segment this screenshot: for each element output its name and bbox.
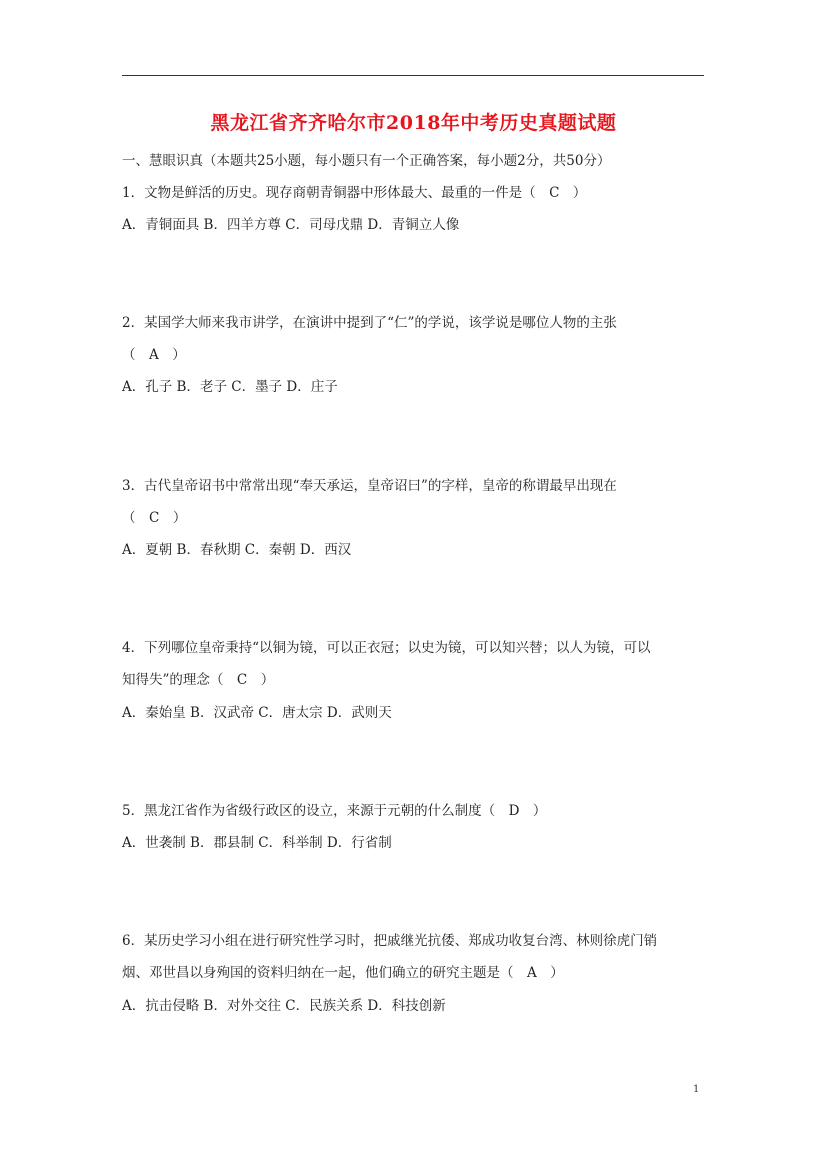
question-3-options: A．夏朝 B．春秋期 C．秦朝 D．西汉 — [122, 542, 352, 558]
question-1-stem: 1．文物是鲜活的历史。现存商朝青铜器中形体最大、最重的一件是（ C ） — [122, 185, 587, 201]
question-4-options: A．秦始皇 B．汉武帝 C．唐太宗 D．武则天 — [122, 705, 392, 721]
question-4-stem-continued: 知得失”的理念（ C ） — [122, 672, 275, 688]
question-2-stem: 2．某国学大师来我市讲学，在演讲中提到了“仁”的学说，该学说是哪位人物的主张 — [122, 315, 617, 331]
question-3-stem: 3．古代皇帝诏书中常常出现“奉天承运，皇帝诏曰”的字样，皇帝的称谓最早出现在 — [122, 478, 617, 494]
question-1-options: A．青铜面具 B．四羊方尊 C．司母戊鼎 D．青铜立人像 — [122, 217, 460, 233]
question-5-stem: 5．黑龙江省作为省级行政区的设立，来源于元朝的什么制度（ D ） — [122, 803, 547, 819]
question-2-stem-continued: （ A ） — [122, 347, 186, 363]
question-2-options: A．孔子 B．老子 C．墨子 D．庄子 — [122, 379, 338, 395]
question-3-stem-continued: （ C ） — [122, 510, 187, 526]
page-number: 1 — [693, 1084, 700, 1095]
question-4-stem: 4．下列哪位皇帝秉持“以铜为镜，可以正衣冠；以史为镜，可以知兴替；以人为镜，可以 — [122, 640, 651, 656]
question-6-options: A．抗击侵略 B．对外交往 C．民族关系 D．科技创新 — [122, 998, 446, 1014]
section-heading: 一、慧眼识真（本题共25小题，每小题只有一个正确答案，每小题2分，共50分） — [122, 153, 611, 169]
document-title: 黑龙江省齐齐哈尔市2018年中考历史真题试题 — [210, 112, 617, 134]
question-5-options: A．世袭制 B．郡县制 C．科举制 D．行省制 — [122, 835, 392, 851]
header-rule — [122, 75, 704, 76]
question-6-stem: 6．某历史学习小组在进行研究性学习时，把戚继光抗倭、郑成功收复台湾、林则徐虎门销 — [122, 933, 658, 949]
question-6-stem-continued: 烟、邓世昌以身殉国的资料归纳在一起，他们确立的研究主题是（ A ） — [122, 965, 564, 981]
